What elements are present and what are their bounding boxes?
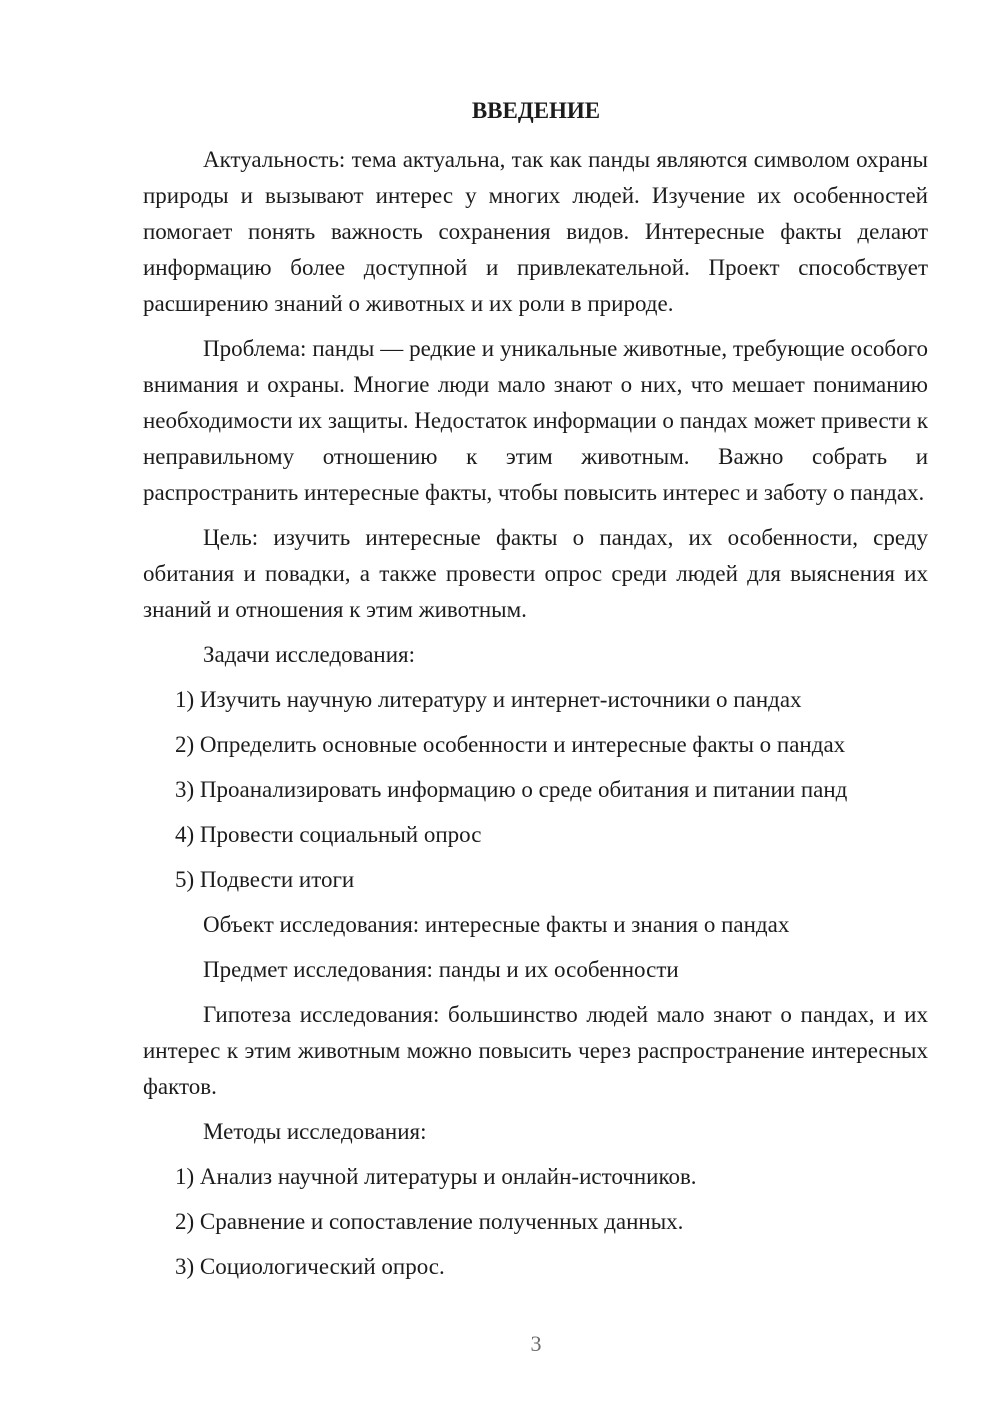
relevance-paragraph: Актуальность: тема актуальна, так как панды являются символом охраны природы и вызывают интерес у многих людей. Изучение их особенностей помогает понять важность сохранения видов. Интересные факты делают информацию более доступной и привлекательной. Проект способствует расширению знаний о животных и их роли в природе. bbox=[143, 147, 928, 316]
method-item: 1) Анализ научной литературы и онлайн-источников. bbox=[175, 1164, 697, 1189]
hypothesis-paragraph: Гипотеза исследования: большинство людей мало знают о пандах, и их интерес к этим животным можно повысить через распространение интересных фактов. bbox=[143, 1002, 928, 1099]
method-item: 3) Социологический опрос. bbox=[175, 1254, 445, 1279]
tasks-list bbox=[143, 682, 928, 898]
task-item: 4) Провести социальный опрос bbox=[175, 822, 482, 847]
task-item: 5) Подвести итоги bbox=[175, 867, 355, 892]
task-item: 3) Проанализировать информацию о среде обитания и питании панд bbox=[175, 777, 848, 802]
document-body bbox=[143, 142, 928, 1294]
task-item: 1) Изучить научную литературу и интернет-источники о пандах bbox=[175, 687, 802, 712]
subject-line: Предмет исследования: панды и их особенности bbox=[203, 957, 679, 982]
methods-list bbox=[143, 1159, 928, 1285]
problem-paragraph: Проблема: панды — редкие и уникальные животные, требующие особого внимания и охраны. Многие люди мало знают о них, что мешает пониманию необходимости их защиты. Недостаток информации о пандах может привести к неправильному отношению к этим животным. Важно собрать и распространить интересные факты, чтобы повысить интерес и заботу о пандах. bbox=[143, 336, 928, 505]
goal-paragraph: Цель: изучить интересные факты о пандах, их особенности, среду обитания и повадки, а также провести опрос среди людей для выяснения их знаний и отношения к этим животным. bbox=[143, 525, 928, 622]
object-line: Объект исследования: интересные факты и знания о пандах bbox=[203, 912, 790, 937]
method-item: 2) Сравнение и сопоставление полученных данных. bbox=[175, 1209, 684, 1234]
tasks-heading: Задачи исследования: bbox=[203, 642, 416, 667]
methods-heading: Методы исследования: bbox=[203, 1119, 427, 1144]
section-title: ВВЕДЕНИЕ bbox=[471, 98, 601, 123]
task-item: 2) Определить основные особенности и интересные факты о пандах bbox=[175, 732, 846, 757]
page-number: 3 bbox=[530, 1331, 542, 1356]
